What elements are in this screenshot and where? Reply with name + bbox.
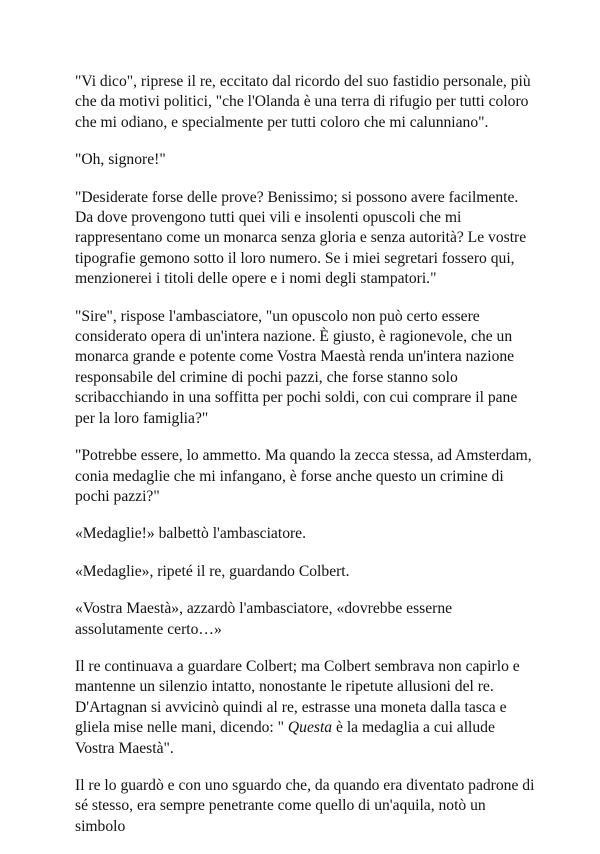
paragraph-9-text-before: Il re continuava a guardare Colbert; ma Colbert sembrava non capirlo e mantenne un silenzio intatto, nonostante le ripetute allusioni del re. D'Artagnan si avvicinò quindi al re, estrasse una moneta dalla tasca e gliela mise nelle mani, dicendo: " [75,657,520,737]
paragraph-10: Il re lo guardò e con uno sguardo che, da quando era diventato padrone di sé stesso, era sempre penetrante come quello di un'aquila, notò un simbolo [75,776,535,835]
paragraph-3: "Desiderate forse delle prove? Benissimo; si possono avere facilmente. Da dove provengono tutti quei vili e insolenti opuscoli che mi rappresentano come un monarca senza gloria e senza autorità? Le vostre tipografie gemono sotto il loro numero. Se i miei segretari fossero qui, menzionerei i titoli delle opere e i nomi degli stampatori." [75,188,527,288]
paragraph-7: «Medaglie», ripeté il re, guardando Colbert. [75,562,350,580]
paragraph-1: "Vi dico", riprese il re, eccitato dal ricordo del suo fastidio personale, più che da motivi politici, "che l'Olanda è una terra di rifugio per tutti coloro che mi odiano, e specialmente per tutti coloro che mi calunniano". [75,73,531,131]
paragraph-2: "Oh, signore!" [75,151,166,169]
paragraph-5: "Potrebbe essere, lo ammetto. Ma quando la zecca stessa, ad Amsterdam, conia medaglie che mi infangano, è forse anche questo un crimine di pochi pazzi?" [75,447,532,505]
paragraph-6: «Medaglie!» balbettò l'ambasciatore. [75,525,306,543]
paragraph-8: «Vostra Maestà», azzardò l'ambasciatore, «dovrebbe esserne assolutamente certo…» [75,600,453,638]
paragraph-9-text-after: è la medaglia a cui allude Vostra Maestà". [75,719,495,757]
paragraph-9-emphasis: Questa [287,719,333,737]
paragraph-4: "Sire", rispose l'ambasciatore, "un opuscolo non può certo essere considerato opera di un'intera nazione. È giusto, è ragionevole, che un monarca grande e potente come Vostra Maestà renda un'intera nazione responsabile del crimine di pochi pazzi, che forse stanno solo scribacchiando in una soffitta per pochi soldi, con cui comprare il pane per la loro famiglia?" [75,307,518,427]
document-page [75,72,537,854]
paragraph-9 [75,657,537,759]
